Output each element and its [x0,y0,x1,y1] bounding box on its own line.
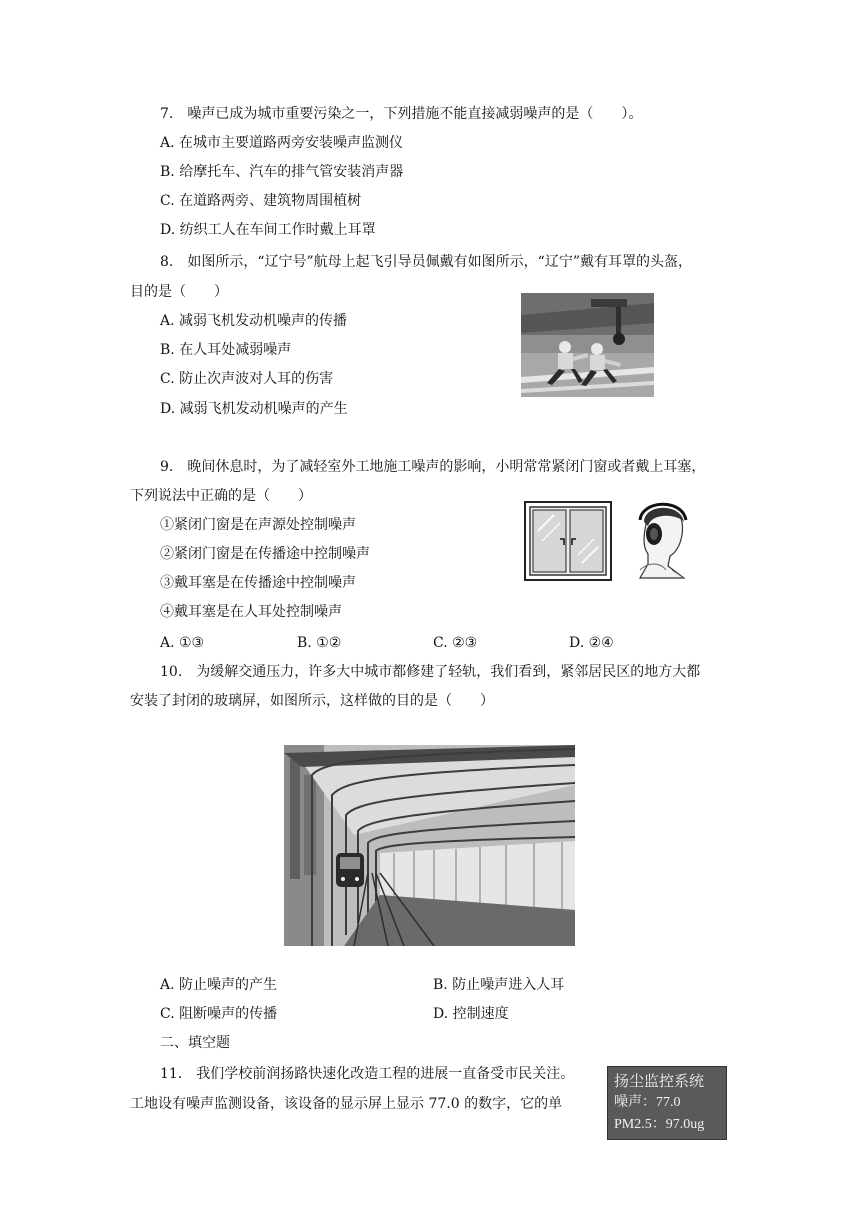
q9-statement-2: ②紧闭门窗是在传播途中控制噪声 [160,546,370,562]
light-rail-sound-barrier-photo [284,745,575,946]
carrier-deck-photo [521,293,654,397]
q9-option-d: D. ②④ [569,635,614,651]
q7-stem: 7. 噪声已成为城市重要污染之一，下列措施不能直接减弱噪声的是（ ）。 [160,106,643,122]
q9-option-c: C. ②③ [433,635,478,651]
earmuffs-person-illustration [632,500,692,580]
q11-stem-line1: 11. 我们学校前润扬路快速化改造工程的进展一直备受市民关注。 [160,1066,575,1082]
q9-stem-line1: 9. 晚间休息时，为了减轻室外工地施工噪声的影响，小明常常紧闭门窗或者戴上耳塞， [160,459,706,475]
q9-statement-4: ④戴耳塞是在人耳处控制噪声 [160,604,342,620]
q10-option-c: C. 阻断噪声的传播 [160,1006,278,1022]
q8-stem-line1: 8. 如图所示，“辽宁号”航母上起飞引导员佩戴有如图所示，“辽宁”戴有耳罩的头盔， [160,254,692,270]
dust-monitor-display [607,1066,727,1140]
q7-option-d: D. 纺织工人在车间工作时戴上耳罩 [160,222,376,238]
monitor-pm25-reading: PM2.5：97.0ug [614,1117,705,1132]
q10-stem-line1: 10. 为缓解交通压力，许多大中城市都修建了轻轨，我们看到，紧邻居民区的地方大都 [160,664,701,680]
q8-option-b: B. 在人耳处减弱噪声 [160,342,292,358]
section-title-fill-in: 二、填空题 [160,1035,230,1051]
q8-option-a: A. 减弱飞机发动机噪声的传播 [160,313,348,329]
q8-stem-line2: 目的是（ ） [130,284,228,300]
q8-option-d: D. 减弱飞机发动机噪声的产生 [160,401,348,417]
q7-option-c: C. 在道路两旁、建筑物周围植树 [160,193,362,209]
q7-option-a: A. 在城市主要道路两旁安装噪声监测仪 [160,135,404,151]
q10-stem-line2: 安装了封闭的玻璃屏，如图所示，这样做的目的是（ ） [130,693,494,709]
q9-statement-1: ①紧闭门窗是在声源处控制噪声 [160,517,356,533]
q9-option-a: A. ①③ [160,635,205,651]
q9-stem-line2: 下列说法中正确的是（ ） [130,488,312,504]
q7-option-b: B. 给摩托车、汽车的排气管安装消声器 [160,164,404,180]
monitor-noise-reading: 噪声：77.0 [614,1095,681,1110]
q8-option-c: C. 防止次声波对人耳的伤害 [160,371,334,387]
q9-statement-3: ③戴耳塞是在传播途中控制噪声 [160,575,356,591]
q9-option-b: B. ①② [297,635,342,651]
q10-option-d: D. 控制速度 [433,1006,509,1022]
monitor-title: 扬尘监控系统 [614,1072,705,1090]
q10-option-a: A. 防止噪声的产生 [160,977,278,993]
q10-option-b: B. 防止噪声进入人耳 [433,977,565,993]
q11-stem-line2: 工地设有噪声监测设备，该设备的显示屏上显示 77.0 的数字，它的单 [130,1096,563,1112]
closed-window-illustration [524,501,612,581]
